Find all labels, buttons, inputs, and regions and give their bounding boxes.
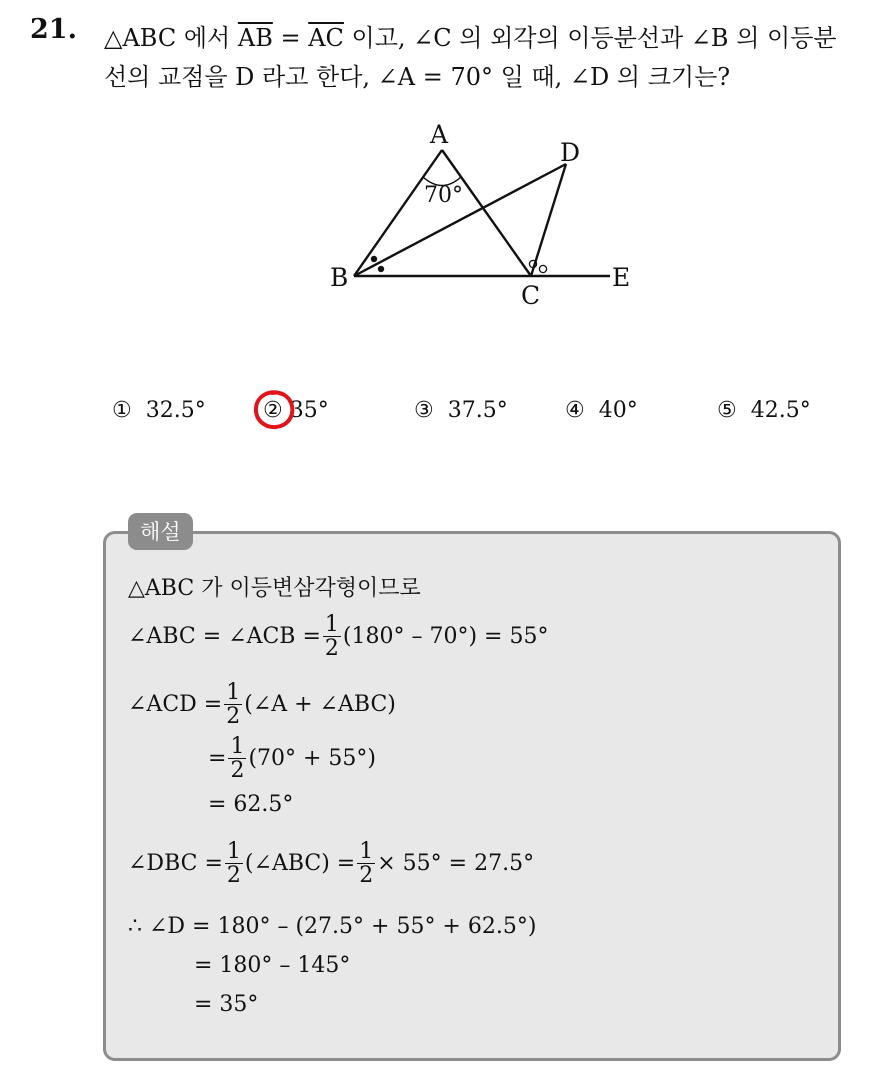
question-text-part: △ABC 에서 bbox=[104, 24, 238, 52]
math-text: (70° + 55°) bbox=[248, 746, 377, 772]
choice-3[interactable] bbox=[414, 398, 508, 423]
question-line-1 bbox=[104, 18, 837, 53]
choice-marker: ① bbox=[112, 398, 132, 423]
fraction-numerator: 1 bbox=[226, 680, 241, 705]
fraction bbox=[224, 681, 242, 728]
choice-5[interactable] bbox=[717, 398, 811, 423]
equals-sign: = bbox=[272, 24, 309, 52]
solution-tag: 해설 bbox=[128, 513, 193, 550]
fraction-denominator: 2 bbox=[230, 758, 245, 784]
answer-circle-mark bbox=[251, 386, 297, 432]
math-text: ∠ACD = bbox=[128, 692, 223, 718]
segment-ac: $\overline{AC}$ bbox=[308, 24, 344, 52]
choice-marker: ② bbox=[263, 398, 283, 423]
solution-line-9: = 35° bbox=[194, 992, 259, 1017]
fraction-numerator: 1 bbox=[359, 839, 374, 864]
side-ac bbox=[442, 150, 531, 276]
choice-marker: ⑤ bbox=[717, 398, 737, 423]
math-text: (∠A + ∠ABC) bbox=[244, 692, 396, 718]
solution-line-8: = 180° – 145° bbox=[194, 953, 351, 978]
math-text: ∠ABC = ∠ACB = bbox=[128, 624, 321, 650]
choice-text: 42.5° bbox=[750, 398, 811, 423]
choice-1[interactable] bbox=[112, 398, 206, 423]
fraction bbox=[225, 840, 243, 887]
fraction-numerator: 1 bbox=[230, 734, 245, 759]
choice-text: 35° bbox=[289, 398, 329, 423]
segment-ab: $\overline{AB}$ bbox=[237, 24, 273, 52]
choice-text: 32.5° bbox=[145, 398, 206, 423]
choice-text: 37.5° bbox=[447, 398, 508, 423]
choice-marker: ④ bbox=[565, 398, 585, 423]
math-text: (∠ABC) = bbox=[244, 851, 356, 877]
fraction bbox=[228, 735, 246, 782]
label-a: A bbox=[430, 120, 449, 149]
math-text: × 55° = 27.5° bbox=[377, 851, 535, 877]
math-text: = bbox=[208, 746, 227, 772]
choice-marker: ③ bbox=[414, 398, 434, 423]
solution-line-2 bbox=[128, 613, 548, 660]
solution-line-3 bbox=[128, 681, 396, 728]
question-line-2: 선의 교점을 D 라고 한다, ∠A = 70° 일 때, ∠D 의 크기는? bbox=[104, 63, 731, 91]
angle-mark-dot bbox=[378, 266, 384, 272]
fraction-numerator: 1 bbox=[324, 612, 339, 637]
fraction bbox=[357, 840, 375, 887]
fraction-numerator: 1 bbox=[226, 839, 241, 864]
solution-line-6 bbox=[128, 840, 534, 887]
triangle-figure bbox=[320, 118, 650, 318]
label-e: E bbox=[612, 263, 631, 292]
label-c: C bbox=[521, 281, 541, 310]
fraction-denominator: 2 bbox=[324, 636, 339, 662]
solution-line-7: ∴ ∠D = 180° – (27.5° + 55° + 62.5°) bbox=[128, 914, 537, 939]
angle-mark-dot bbox=[371, 256, 377, 262]
question-text-part: 이고, ∠C 의 외각의 이등분선과 ∠B 의 이등분 bbox=[343, 24, 837, 52]
fraction-denominator: 2 bbox=[226, 863, 241, 889]
angle-a-label: 70° bbox=[424, 183, 463, 208]
solution-line-1: △ABC 가 이등변삼각형이므로 bbox=[128, 576, 421, 601]
label-b: B bbox=[330, 263, 349, 292]
bisector-bd bbox=[354, 164, 566, 276]
question-number: 21. bbox=[30, 14, 77, 45]
choice-text: 40° bbox=[598, 398, 638, 423]
fraction bbox=[323, 613, 341, 660]
fraction-denominator: 2 bbox=[226, 704, 241, 730]
label-d: D bbox=[560, 138, 581, 167]
math-text: (180° – 70°) = 55° bbox=[342, 624, 549, 650]
solution-line-5: = 62.5° bbox=[208, 792, 294, 817]
choice-4[interactable] bbox=[565, 398, 638, 423]
fraction-denominator: 2 bbox=[359, 863, 374, 889]
math-text: ∠DBC = bbox=[128, 851, 223, 877]
side-ab bbox=[354, 150, 442, 276]
solution-line-4 bbox=[208, 735, 376, 782]
angle-mark-circle bbox=[539, 265, 546, 272]
